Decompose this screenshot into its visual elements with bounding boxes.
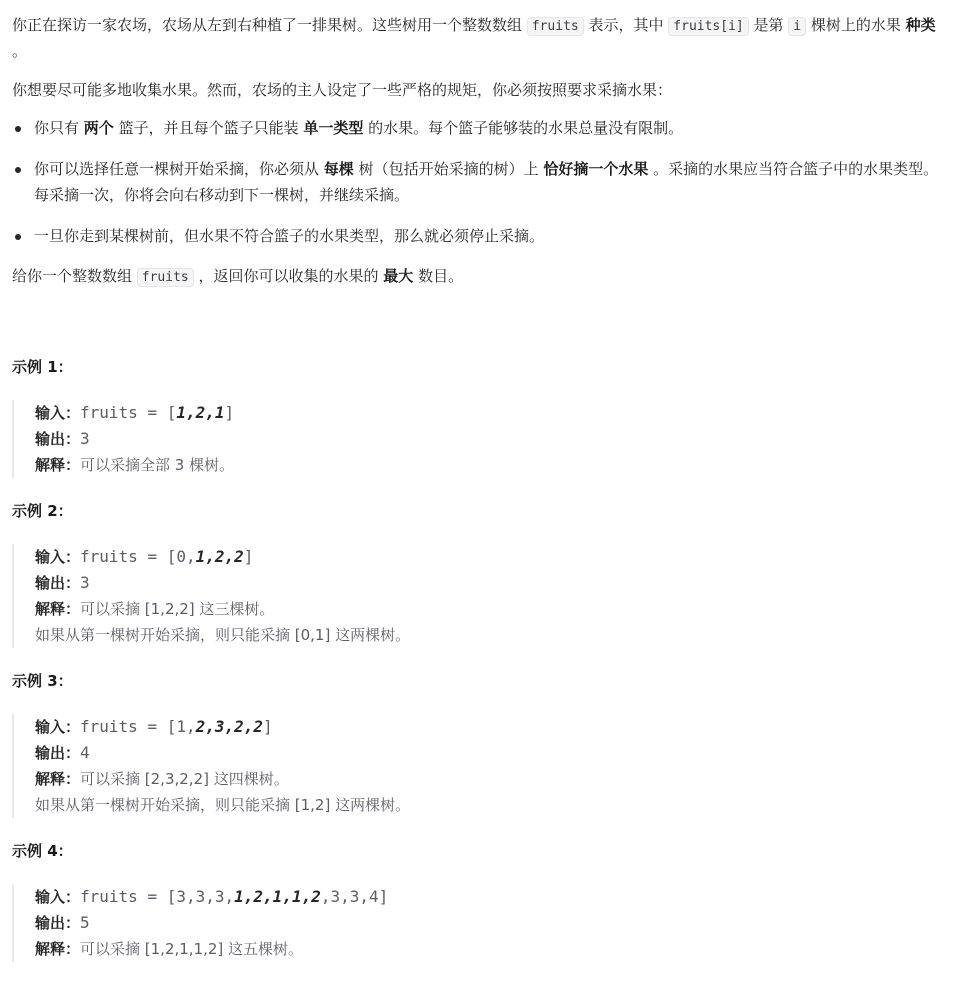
example-input-line — [35, 714, 952, 740]
output-label: 输出： — [35, 914, 81, 932]
bold-text: 单一类型 — [303, 119, 364, 137]
output-value: 3 — [80, 573, 90, 592]
bold-text: 恰好摘一个水果 — [543, 160, 649, 178]
explanation-text: 可以采摘 [1,2,1,1,2] 这五棵树。 — [80, 940, 304, 958]
input-value: 0, — [176, 547, 196, 566]
input-value: ] — [224, 403, 235, 422]
example-block — [12, 400, 952, 478]
explanation-label: 解释： — [35, 940, 81, 958]
explanation-text: 可以采摘 [1,2,2] 这三棵树。 — [80, 600, 275, 618]
input-prefix: fruits = [ — [80, 887, 177, 906]
example-explanation-line — [35, 792, 952, 818]
rule-text: 一旦你走到某棵树前，但水果不符合篮子的水果类型，那么就必须停止采摘。 — [34, 227, 545, 245]
intro-paragraph — [12, 0, 952, 64]
explanation-text: 可以采摘全部 3 棵树。 — [80, 456, 235, 474]
example-block — [12, 884, 952, 962]
rules-intro-paragraph: 你想要尽可能多地收集水果。然而，农场的主人设定了一些严格的规矩，你必须按照要求采摘水果： — [12, 81, 673, 99]
explanation-text: 如果从第一棵树开始采摘，则只能采摘 [1,2] 这两棵树。 — [35, 796, 411, 814]
rule-text: 的水果。每个篮子能够装的水果总量没有限制。 — [363, 119, 684, 137]
example-output-line — [35, 426, 952, 452]
example-block — [12, 714, 952, 818]
input-prefix: fruits = [ — [80, 403, 177, 422]
example-input-line — [35, 884, 952, 910]
list-item — [12, 156, 952, 208]
rule-text: 你可以选择任意一棵树开始采摘，你必须从 — [34, 160, 324, 178]
example-title: 示例 3： — [12, 672, 73, 690]
explanation-label: 解释： — [35, 770, 81, 788]
task-paragraph — [12, 264, 952, 290]
output-value: 3 — [80, 429, 90, 448]
example-block — [12, 544, 952, 648]
intro-text: 。 — [12, 42, 28, 60]
example-explanation-line — [35, 936, 952, 962]
example-input-line — [35, 544, 952, 570]
example-explanation-line — [35, 766, 952, 792]
output-value: 5 — [80, 913, 90, 932]
highlighted-values: 1,2,1,1,2 — [234, 887, 321, 906]
example-output-line — [35, 740, 952, 766]
output-value: 4 — [80, 743, 90, 762]
bold-text: 最大 — [383, 267, 414, 285]
rule-text: 树（包括开始采摘的树）上 — [353, 160, 544, 178]
input-label: 输入： — [35, 404, 81, 422]
explanation-text: 如果从第一棵树开始采摘，则只能采摘 [0,1] 这两棵树。 — [35, 626, 411, 644]
task-text: ，返回你可以收集的水果的 — [193, 267, 384, 285]
highlighted-values: 1,2,2 — [195, 547, 244, 566]
input-label: 输入： — [35, 888, 81, 906]
output-label: 输出： — [35, 574, 81, 592]
example-title: 示例 4： — [12, 842, 73, 860]
highlighted-values: 1,2,1 — [176, 403, 225, 422]
list-item — [12, 223, 952, 249]
list-item — [12, 115, 952, 141]
inline-code-fruits-i: fruits[i] — [668, 17, 748, 36]
explanation-text: 可以采摘 [2,3,2,2] 这四棵树。 — [80, 770, 289, 788]
problem-description — [12, 0, 952, 962]
bold-text: 种类 — [905, 16, 936, 34]
example-output-line — [35, 910, 952, 936]
input-label: 输入： — [35, 548, 81, 566]
bold-text: 两个 — [83, 119, 114, 137]
explanation-label: 解释： — [35, 456, 81, 474]
input-value: ] — [243, 547, 254, 566]
rules-list — [12, 115, 952, 249]
example-input-line — [35, 400, 952, 426]
example-title: 示例 1： — [12, 358, 73, 376]
example-title: 示例 2： — [12, 502, 73, 520]
inline-code-fruits: fruits — [527, 17, 584, 36]
bullet-icon — [15, 167, 21, 173]
intro-text: 你正在探访一家农场，农场从左到右种植了一排果树。这些树用一个整数数组 — [12, 16, 527, 34]
input-prefix: fruits = [ — [80, 547, 177, 566]
output-label: 输出： — [35, 744, 81, 762]
input-value: ] — [263, 717, 273, 736]
output-label: 输出： — [35, 430, 81, 448]
rule-text: 你只有 — [34, 119, 84, 137]
input-value: 3,3,3, — [176, 887, 235, 906]
explanation-label: 解释： — [35, 600, 81, 618]
task-text: 给你一个整数数组 — [12, 267, 137, 285]
inline-code-i: i — [788, 17, 806, 36]
intro-text: 是第 — [748, 16, 789, 34]
rule-text: 。采摘的水果应当符合篮子中的水果类型。每采摘一次，你将会向右移动到下一棵树，并继续采摘。 — [34, 160, 939, 204]
rule-text: 篮子，并且每个篮子只能装 — [113, 119, 304, 137]
example-explanation-line — [35, 596, 952, 622]
intro-text: 表示，其中 — [583, 16, 669, 34]
task-text: 数目。 — [413, 267, 464, 285]
highlighted-values: 2,3,2,2 — [195, 717, 264, 736]
bullet-icon — [15, 234, 21, 240]
bullet-icon — [15, 126, 21, 132]
example-output-line — [35, 570, 952, 596]
input-prefix: fruits = [ — [80, 717, 177, 736]
example-explanation-line — [35, 622, 952, 648]
bold-text: 每棵 — [323, 160, 354, 178]
input-value: 1, — [176, 717, 196, 736]
inline-code-fruits: fruits — [137, 268, 194, 287]
example-explanation-line — [35, 452, 952, 478]
intro-text: 棵树上的水果 — [806, 16, 906, 34]
input-label: 输入： — [35, 718, 81, 736]
input-value: ,3,3,4] — [320, 887, 389, 906]
